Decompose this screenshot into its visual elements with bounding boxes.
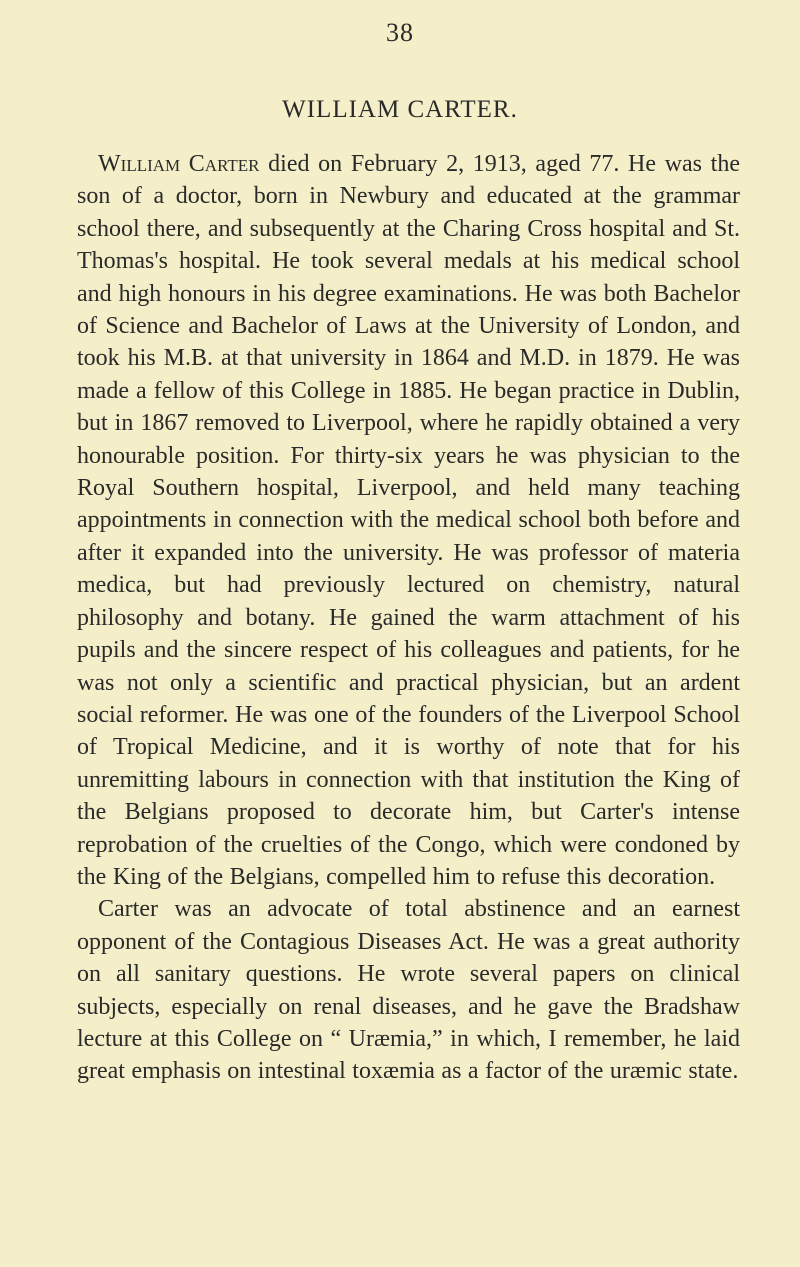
paragraph: Carter was an advocate of total abstinence and an earnest opponent of the Contagious Diseases Act. He was a great authority on all sanitary questions. He wrote several papers on clinical subjects, especially on renal diseases, and he gave the Bradshaw lecture at this College on “ Uræmia,” in which, I remember, he laid great emphasis on intestinal toxæmia as a factor of the uræmic state.: [77, 896, 740, 1085]
page-title: WILLIAM CARTER.: [282, 96, 518, 123]
paragraph: [77, 148, 740, 893]
page-number: 38: [386, 18, 414, 47]
article-body: [77, 148, 740, 1088]
paragraph-text: died on February 2, 1913, aged 77. He was the son of a doctor, born in Newbury and educated at the grammar school there, and subsequently at the Charing Cross hospital and St. Thomas's hospital. He took several medals at his medical school and high honours in his degree examinations. He was both Bachelor of Science and Bachelor of Laws at the University of London, and took his M.B. at that university in 1864 and M.D. in 1879. He was made a fellow of this College in 1885. He began practice in Dublin, but in 1867 removed to Liverpool, where he rapidly obtained a very honourable position. For thirty-six years he was physician to the Royal Southern hospital, Liverpool, and held many teaching appointments in connection with the medical school both before and after it expanded into the university. He was professor of materia medica, but had previously lectured on chemistry, natural philosophy and botany. He gained the warm attachment of his pupils and the sincere respect of his colleagues and patients, for he was not only a scientific and practical physician, but an ardent social reformer. He was one of the founders of the Liverpool School of Tropical Medicine, and it is worthy of note that for his unremitting labours in connection with that institution the King of the Belgians proposed to decorate him, but Carter's intense reprobation of the cruelties of the Congo, which were condoned by the King of the Belgians, compelled him to refuse this decoration.: [77, 151, 740, 890]
lead-name: William Carter: [98, 151, 260, 177]
